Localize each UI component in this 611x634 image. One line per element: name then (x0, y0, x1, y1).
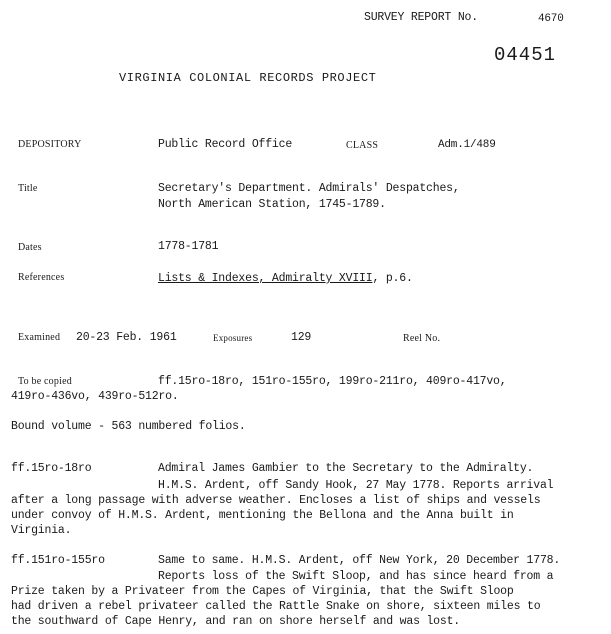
entry-1-line-4: under convoy of H.M.S. Ardent, mentioning the Bellona and the Anna built in (11, 509, 514, 522)
exposures-value: 129 (291, 331, 312, 344)
survey-report-label: SURVEY REPORT No. (364, 11, 478, 24)
class-value: Adm.1/489 (438, 139, 496, 151)
entry-1-line-1: Admiral James Gambier to the Secretary to the Admiralty. (158, 462, 534, 475)
entry-1-line-3: after a long passage with adverse weather. Encloses a list of ships and vessels (11, 494, 541, 507)
project-title: VIRGINIA COLONIAL RECORDS PROJECT (119, 71, 377, 85)
bound-volume-note: Bound volume - 563 numbered folios. (11, 420, 246, 433)
entry-1-line-2: H.M.S. Ardent, off Sandy Hook, 27 May 1778. Reports arrival (158, 479, 554, 492)
references-value: Lists & Indexes, Admiralty XVIII (158, 272, 373, 285)
entry-2-line-3: Prize taken by a Privateer from the Capes of Virginia, that the Swift Sloop (11, 585, 514, 598)
references-value-row (158, 272, 413, 285)
references-label: References (18, 272, 65, 283)
entry-2-line-4: had driven a rebel privateer called the Rattle Snake on shore, sixteen miles to (11, 600, 541, 613)
title-line-2: North American Station, 1745-1789. (158, 198, 386, 211)
exposures-label: Exposures (213, 333, 253, 343)
to-be-copied-line-1: ff.15ro-18ro, 151ro-155ro, 199ro-211ro, 409ro-417vo, (158, 375, 507, 388)
to-be-copied-label: To be copied (18, 376, 72, 387)
title-line-1: Secretary's Department. Admirals' Despatches, (158, 182, 460, 195)
dates-value: 1778-1781 (158, 240, 219, 253)
to-be-copied-line-2: 419ro-436vo, 439ro-512ro. (11, 390, 179, 403)
entry-2-ref: ff.151ro-155ro (11, 554, 105, 567)
title-label: Title (18, 183, 38, 194)
depository-value: Public Record Office (158, 138, 293, 151)
stamp-number: 04451 (494, 44, 557, 66)
survey-report-number: 4670 (538, 13, 564, 25)
entry-2-line-2: Reports loss of the Swift Sloop, and has since heard from a (158, 570, 554, 583)
examined-label: Examined (18, 332, 61, 343)
class-label: CLASS (346, 140, 379, 151)
entry-2-line-5: the southward of Cape Henry, and ran on shore herself and was lost. (11, 615, 460, 628)
dates-label: Dates (18, 242, 42, 253)
entry-1-line-5: Virginia. (11, 524, 72, 537)
examined-value: 20-23 Feb. 1961 (76, 331, 177, 344)
entry-2-line-1: Same to same. H.M.S. Ardent, off New York, 20 December 1778. (158, 554, 561, 567)
references-suffix: , p.6. (372, 272, 413, 285)
depository-label: DEPOSITORY (18, 139, 82, 150)
entry-1-ref: ff.15ro-18ro (11, 462, 92, 475)
reel-label: Reel No. (403, 333, 441, 344)
